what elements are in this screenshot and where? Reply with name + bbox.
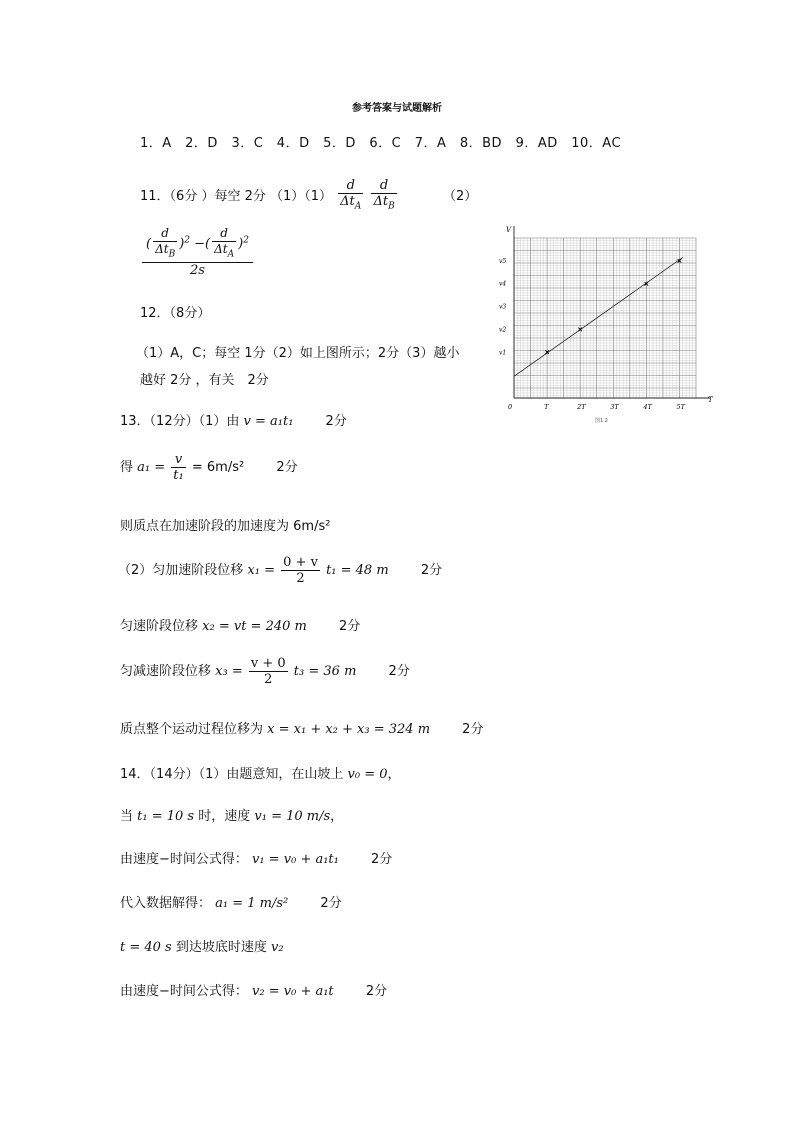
- text: 由速度−时间公式得：: [120, 852, 248, 867]
- text: 由速度−时间公式得：: [120, 984, 248, 999]
- y-axis-label: V: [506, 226, 512, 234]
- text: 到达坡底时速度: [175, 940, 267, 955]
- subscript: A: [354, 201, 362, 212]
- q13-line2: [120, 452, 298, 483]
- score: 2分: [320, 896, 342, 911]
- q11-formula: [140, 226, 255, 278]
- score: 2分: [365, 984, 388, 999]
- page-title: 参考答案与试题解析: [352, 103, 442, 114]
- x-tick-label: 0: [508, 403, 513, 411]
- formula: = 6m/s²: [191, 460, 245, 475]
- y-tick-label: v5: [499, 257, 507, 265]
- choice-answers: 1．A 2．D 3．C 4．D 5．D 6．C 7．A 8．BD 9．AD 10．AC: [140, 136, 622, 151]
- x-tick-label: 3T: [610, 403, 619, 411]
- q14-line4: [120, 892, 342, 911]
- text: 时，速度: [198, 809, 251, 824]
- formula: v₁ = 10 m/s: [254, 809, 331, 824]
- formula: v₁ = v₀ + a₁t₁: [252, 852, 339, 867]
- formula: x₃ =: [215, 664, 243, 679]
- q12-line2: 越好 2分 ，有关 2分: [140, 373, 269, 388]
- formula: a₁ = 1 m/s²: [215, 896, 289, 911]
- formula: x = x₁ + x₂ + x₃ = 324 m: [267, 722, 431, 737]
- formula: a₁ =: [137, 460, 166, 475]
- text: 得: [120, 460, 134, 475]
- text: 质点整个运动过程位移为: [120, 722, 264, 737]
- q13-line1: [120, 410, 347, 429]
- score: 2分: [276, 460, 298, 475]
- denominator: 2: [264, 672, 273, 687]
- q14-line1: [120, 763, 401, 782]
- denominator: Δt: [373, 194, 389, 209]
- numerator: v + 0: [250, 656, 286, 671]
- q12-head: 12．（8分）: [140, 306, 211, 321]
- text: 匀速阶段位移: [120, 619, 199, 634]
- x-tick-label: T: [544, 403, 549, 411]
- score: 2分: [420, 563, 443, 578]
- denominator: t₁: [173, 468, 184, 483]
- numerator: d: [153, 226, 177, 242]
- q13-line7: [120, 718, 483, 737]
- score: 2分: [462, 722, 484, 737]
- formula: v₀ = 0: [347, 767, 388, 782]
- denominator: 2: [296, 571, 305, 586]
- formula: t = 40 s: [120, 940, 172, 955]
- text: 匀减速阶段位移: [120, 664, 212, 679]
- x-tick-label: 4T: [643, 403, 652, 411]
- text: （2）匀加速阶段位移: [118, 563, 244, 578]
- y-tick-label: v2: [499, 326, 507, 334]
- x-tick-label: 5T: [676, 403, 685, 411]
- denominator: Δt: [155, 242, 169, 256]
- x-tick-label: 2T: [577, 403, 586, 411]
- q13-line5: [120, 615, 360, 634]
- numerator: d: [212, 226, 236, 242]
- score: 2分: [339, 619, 361, 634]
- q11-blank2: （2）: [442, 188, 478, 204]
- subscript: A: [227, 249, 235, 260]
- text: 代入数据解得：: [120, 896, 212, 911]
- q13-line4: [118, 555, 442, 586]
- score: 2分: [388, 664, 410, 679]
- denominator-2s: 2s: [189, 263, 205, 279]
- x-axis-label: T: [708, 396, 713, 404]
- text: 14．（14分）（1）由题意知，在山坡上: [120, 767, 344, 782]
- text: 当: [120, 809, 134, 824]
- q12-line1: （1）A，C；每空 1分（2）如上图所示；2分（3）越小: [136, 346, 460, 361]
- formula: v₂: [271, 940, 284, 955]
- q14-line2: [120, 805, 343, 824]
- formula: t₁ = 10 s: [137, 809, 195, 824]
- formula: t₃ = 36 m: [293, 664, 357, 679]
- y-tick-label: v4: [499, 280, 507, 288]
- text: ，: [387, 767, 401, 782]
- q14-line5: [120, 936, 284, 955]
- numerator: 0 + v: [283, 555, 318, 570]
- q11-head: 11．（6分 ）每空 2分 （1）（1）: [140, 188, 333, 204]
- q13-head: 13．（12分）（1）由: [120, 414, 240, 429]
- formula: v = a₁t₁: [243, 414, 294, 429]
- big-fraction: ( $\frac{d}{\Delta t_B}$ )$^2$ −( $\frac{d}{\Delta t_A}$ )$^2$ 2s: [142, 226, 253, 278]
- q11-line: [140, 178, 477, 215]
- formula: x₂ = vt = 240 m: [202, 619, 307, 634]
- q13-line6: [120, 656, 410, 687]
- formula: x₁ =: [247, 563, 275, 578]
- chart-caption: 图1 2: [595, 418, 608, 424]
- q13-line3: 则质点在加速阶段的加速度为 6m/s²: [120, 519, 331, 534]
- y-tick-label: v3: [499, 303, 507, 311]
- numerator: d: [338, 178, 363, 194]
- score: 2分: [325, 414, 347, 429]
- subscript: B: [388, 201, 395, 212]
- subscript: B: [168, 249, 176, 260]
- fraction-d-over-dtB: [371, 178, 396, 215]
- q14-line3: [120, 848, 392, 867]
- formula: t₁ = 48 m: [326, 563, 389, 578]
- denominator: Δt: [340, 194, 355, 209]
- formula: v₂ = v₀ + a₁t: [252, 984, 334, 999]
- vt-chart: [496, 216, 736, 426]
- score: 2分: [371, 852, 393, 867]
- q14-line6: [120, 980, 387, 999]
- denominator: Δt: [214, 242, 228, 256]
- y-tick-label: v1: [499, 349, 507, 357]
- numerator: v: [171, 452, 185, 468]
- text: ，: [330, 809, 344, 824]
- fraction-d-over-dtA: [338, 178, 363, 215]
- numerator: d: [371, 178, 396, 194]
